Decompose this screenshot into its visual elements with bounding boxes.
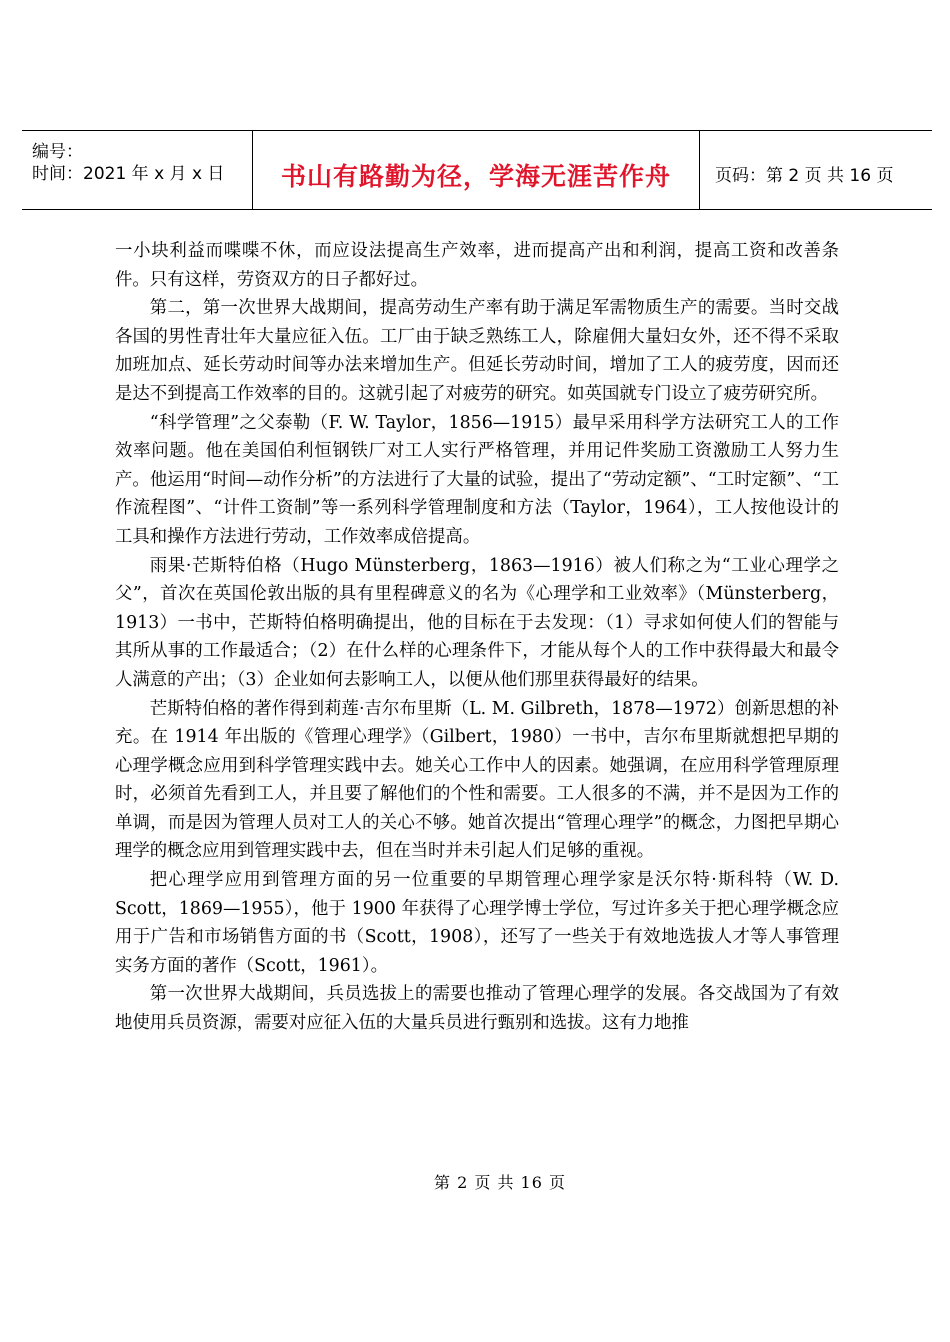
page-header	[22, 130, 932, 210]
header-page-cell	[699, 131, 932, 209]
document-date: 时间：2021 年 x 月 x 日	[32, 164, 225, 184]
header-motto-cell	[252, 131, 700, 209]
paragraph: 把心理学应用到管理方面的另一位重要的早期管理心理学家是沃尔特·斯科特（W. D. Scott，1869—1955），他于 1900 年获得了心理学博士学位，写过许多关于把心理学概念应用于广告和市场销售方面的书（Scott，1908），还写了一些关于有效地选拔人才等人事管理实务方面的著作（Scott，1961）。	[115, 870, 839, 976]
page-footer: 第 2 页 共 16 页	[434, 1173, 566, 1192]
header-meta-cell	[22, 131, 252, 209]
document-number-label: 编号：	[32, 142, 83, 162]
paragraph: 芒斯特伯格的著作得到莉莲·吉尔布里斯（L. M. Gilbreth，1878—1972）创新思想的补充。在 1914 年出版的《管理心理学》（Gilbert，1980）一书中，吉尔布里斯就想把早期的心理学概念应用到科学管理实践中去。她关心工作中人的因素。她强调，在应用科学管理原理时，必须首先看到工人，并且要了解他们的个性和需要。工人很多的不满，并不是因为工作的单调，而是因为管理人员对工人的关心不够。她首次提出“管理心理学”的概念，力图把早期心理学的概念应用到管理实践中去，但在当时并未引起人们足够的重视。	[115, 698, 839, 862]
paragraph: 雨果·芒斯特伯格（Hugo Münsterberg，1863—1916）被人们称之为“工业心理学之父”，首次在英国伦敦出版的具有里程碑意义的名为《心理学和工业效率》（Münsterberg，1913）一书中，芒斯特伯格明确提出，他的目标在于去发现：（1）寻求如何使人们的智能与其所从事的工作最适合；（2）在什么样的心理条件下，才能从每个人的工作中获得最大和最令人满意的产出；（3）企业如何去影响工人，以便从他们那里获得最好的结果。	[115, 555, 839, 690]
paragraph: 第二，第一次世界大战期间，提高劳动生产率有助于满足军需物质生产的需要。当时交战各国的男性青壮年大量应征入伍。工厂由于缺乏熟练工人，除雇佣大量妇女外，还不得不采取加班加点、延长劳动时间等办法来增加生产。但延长劳动时间，增加了工人的疲劳度，因而还是达不到提高工作效率的目的。这就引起了对疲劳的研究。如英国就专门设立了疲劳研究所。	[115, 298, 839, 404]
body-text	[115, 237, 839, 1038]
header-page-code: 页码：第 2 页 共 16 页	[715, 166, 894, 186]
paragraph: “科学管理”之父泰勒（F. W. Taylor，1856—1915）最早采用科学方法研究工人的工作效率问题。他在美国伯利恒钢铁厂对工人实行严格管理，并用记件奖励工资激励工人努力生产。他运用“时间—动作分析”的方法进行了大量的试验，提出了“劳动定额”、“工时定额”、“工作流程图”、“计件工资制”等一系列科学管理制度和方法（Taylor，1964），工人按他设计的工具和操作方法进行劳动，工作效率成倍提高。	[115, 412, 839, 547]
paragraph: 一小块利益而喋喋不休，而应设法提高生产效率，进而提高产出和利润，提高工资和改善条件。只有这样，劳资双方的日子都好过。	[115, 241, 839, 290]
header-motto: 书山有路勤为径，学海无涯苦作舟	[280, 162, 671, 191]
paragraph: 第一次世界大战期间，兵员选拔上的需要也推动了管理心理学的发展。各交战国为了有效地使用兵员资源，需要对应征入伍的大量兵员进行甄别和选拔。这有力地推	[115, 984, 839, 1034]
